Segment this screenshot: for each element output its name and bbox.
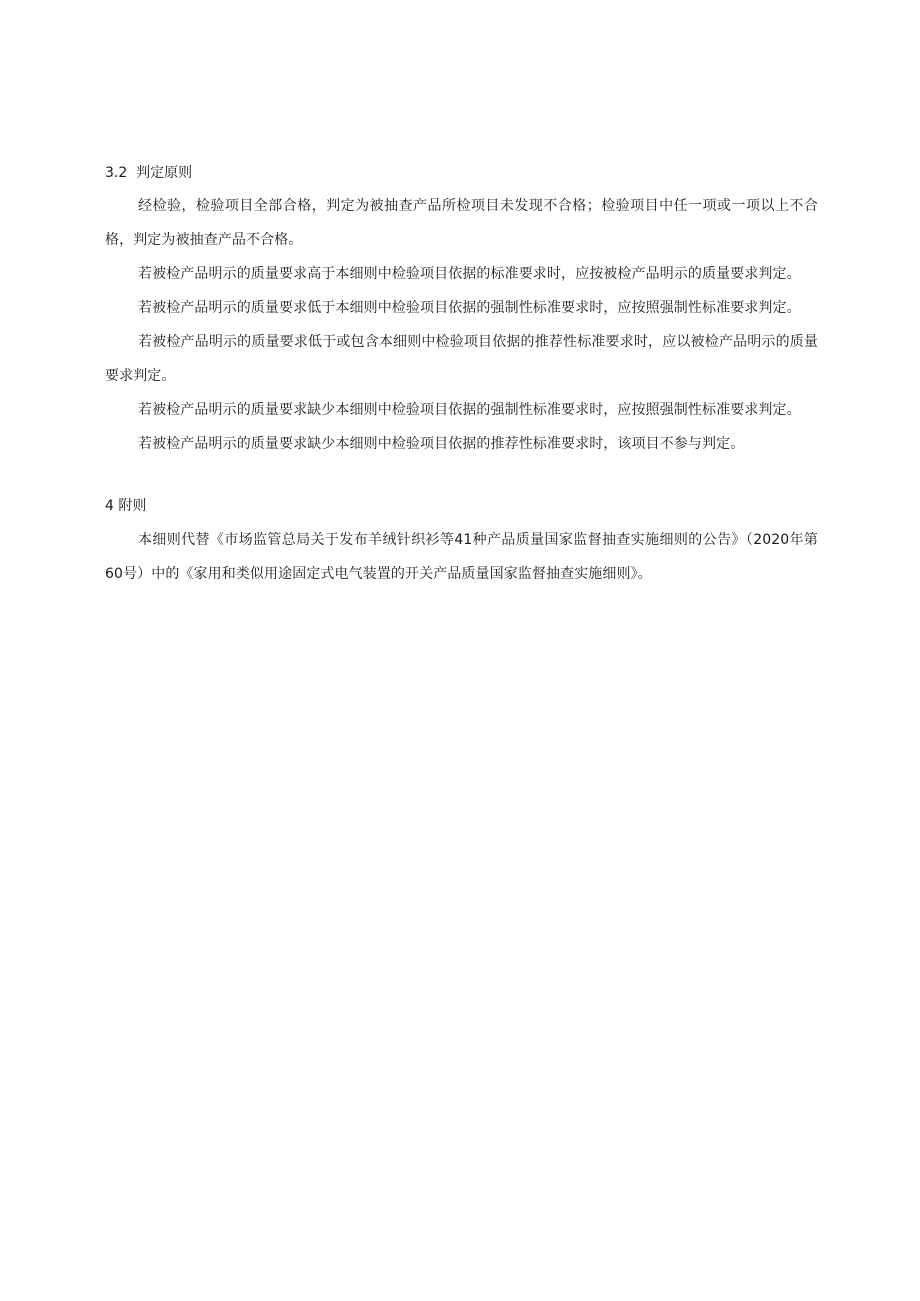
section-3-2-heading: 3.2 判定原则	[105, 165, 193, 181]
section-4-heading: 4 附则	[105, 498, 147, 514]
section-3-2-paragraph-1: 经检验，检验项目全部合格，判定为被抽查产品所检项目未发现不合格；检验项目中任一项或一项以上不合格，判定为被抽查产品不合格。	[105, 198, 818, 248]
section-3-2-paragraph-4: 若被检产品明示的质量要求低于或包含本细则中检验项目依据的推荐性标准要求时，应以被检产品明示的质量要求判定。	[105, 334, 818, 384]
section-3-2	[105, 158, 818, 461]
section-gap	[105, 461, 818, 489]
document-content	[105, 158, 818, 591]
section-3-2-paragraph-3: 若被检产品明示的质量要求低于本细则中检验项目依据的强制性标准要求时，应按照强制性标准要求判定。	[138, 300, 801, 316]
section-4	[105, 489, 818, 591]
section-3-2-paragraph-5: 若被检产品明示的质量要求缺少本细则中检验项目依据的强制性标准要求时，应按照强制性标准要求判定。	[138, 402, 801, 418]
section-3-2-paragraph-2: 若被检产品明示的质量要求高于本细则中检验项目依据的标准要求时，应按被检产品明示的质量要求判定。	[138, 266, 801, 282]
section-3-2-paragraph-6: 若被检产品明示的质量要求缺少本细则中检验项目依据的推荐性标准要求时，该项目不参与判定。	[138, 436, 745, 452]
section-4-paragraph-1: 本细则代替《市场监管总局关于发布羊绒针织衫等41种产品质量国家监督抽查实施细则的公告》（2020年第60号）中的《家用和类似用途固定式电气装置的开关产品质量国家监督抽查实施细则》。	[105, 532, 818, 582]
